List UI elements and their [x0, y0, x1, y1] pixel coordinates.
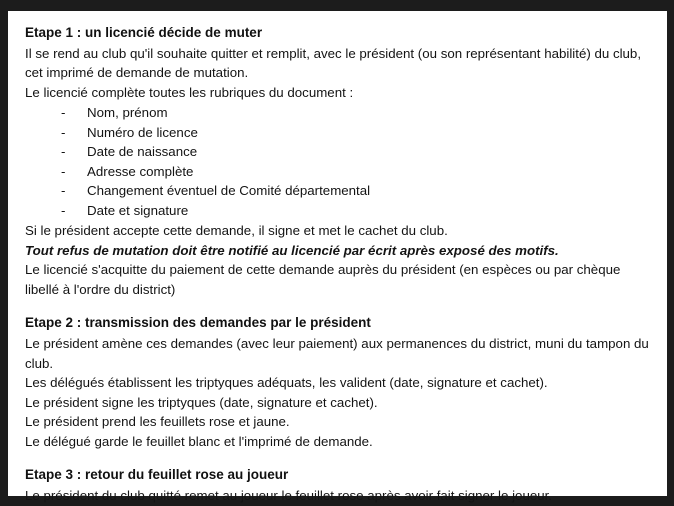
dash-bullet-icon: -: [61, 183, 66, 199]
section-1-paragraph-1: Il se rend au club qu'il souhaite quitter et remplit, avec le président (ou son représentant habilité) du club, cet imprimé de demande de mutation.: [25, 45, 642, 81]
list-item: [25, 181, 653, 201]
right-border-bar: [667, 0, 674, 506]
dash-bullet-icon: -: [61, 202, 66, 218]
section-2-paragraph-3: Le président signe les triptyques (date, signature et cachet).: [25, 394, 378, 410]
section-2-paragraph-2: Les délégués établissent les triptyques adéquats, les valident (date, signature et cachet).: [25, 375, 548, 391]
section-etape-2: [25, 313, 653, 451]
section-1-closing-paragraph-1: Si le président accepte cette demande, il signe et met le cachet du club.: [25, 223, 448, 239]
list-item-label: Date et signature: [87, 202, 189, 218]
list-item: [25, 162, 653, 182]
list-item-label: Nom, prénom: [87, 105, 168, 121]
list-item-label: Numéro de licence: [87, 124, 198, 140]
section-1-list: [25, 103, 653, 220]
section-1-closing-paragraph-2: Le licencié s'acquitte du paiement de cette demande auprès du président (en espèces ou par chèque libellé à l'ordre du district): [25, 262, 621, 297]
dash-bullet-icon: -: [61, 124, 66, 140]
section-2-paragraph-1: Le président amène ces demandes (avec leur paiement) aux permanences du district, muni du tampon du club.: [25, 336, 649, 371]
section-etape-3: [25, 465, 653, 505]
top-border-bar: [0, 0, 674, 11]
document-content: [8, 11, 667, 503]
section-etape-1: [25, 23, 653, 299]
section-3-paragraph-1: Le président du club quitté remet au joueur le feuillet rose après avoir fait signer le joueur.: [25, 487, 553, 503]
section-1-title: Etape 1 : un licencié décide de muter: [25, 25, 263, 40]
section-spacer: [25, 451, 653, 465]
list-item-label: Date de naissance: [87, 144, 198, 160]
list-item: [25, 123, 653, 143]
list-item: [25, 142, 653, 162]
list-item-label: Changement éventuel de Comité départemental: [87, 183, 371, 199]
left-border-bar: [0, 0, 8, 506]
dash-bullet-icon: -: [61, 163, 66, 179]
section-3-title: Etape 3 : retour du feuillet rose au joueur: [25, 467, 289, 483]
section-1-emphasis-paragraph: Tout refus de mutation doit être notifié au licencié par écrit après exposé des motifs.: [25, 242, 559, 258]
section-2-title: Etape 2 : transmission des demandes par le président: [25, 315, 371, 331]
section-2-paragraph-4: Le président prend les feuillets rose et jaune.: [25, 414, 290, 430]
section-1-paragraph-2: Le licencié complète toutes les rubriques du document :: [25, 84, 354, 100]
dash-bullet-icon: -: [61, 105, 66, 121]
section-2-paragraph-5: Le délégué garde le feuillet blanc et l'imprimé de demande.: [25, 433, 373, 449]
list-item: [25, 201, 653, 221]
section-spacer: [25, 299, 653, 313]
list-item: [25, 103, 653, 123]
list-item-label: Adresse complète: [87, 163, 194, 179]
dash-bullet-icon: -: [61, 144, 66, 160]
